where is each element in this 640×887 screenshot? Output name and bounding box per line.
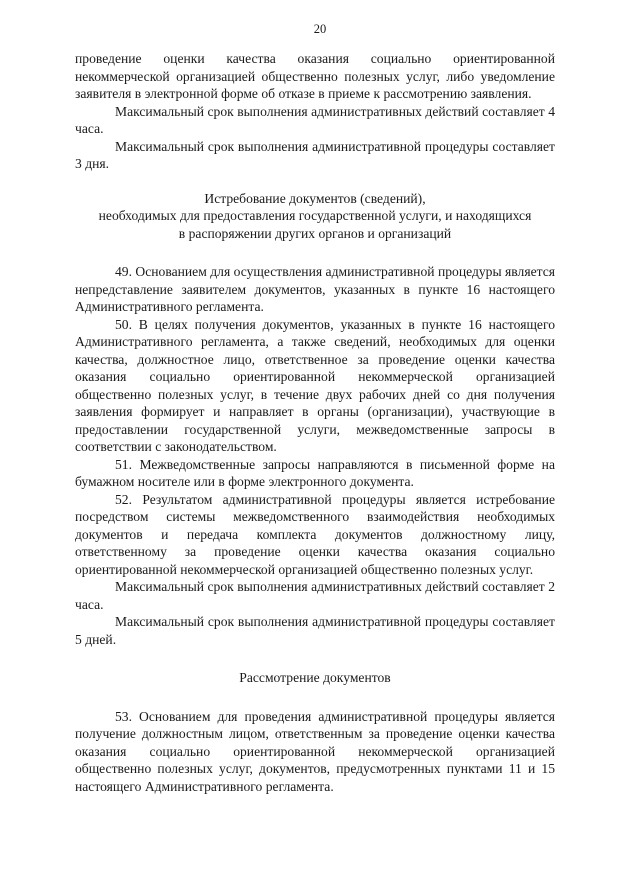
- document-body: [75, 50, 555, 795]
- page-number: 20: [313, 22, 327, 36]
- paragraph-49: 49. Основанием для осуществления административной процедуры является непредставление заявителем документов, указанных в пункте 16 настоящего Административного регламента.: [75, 264, 555, 314]
- paragraph-53: 53. Основанием для проведения административной процедуры является получение должностным лицом, ответственным за проведение оценки качества оказания социально ориентированной некоммерческой организацией общественно полезных услуг, документов, предусмотренных пунктами 11 и 15 настоящего Административного регламента.: [75, 708, 555, 794]
- section-heading-request: [75, 190, 555, 243]
- paragraph-max-actions-4h: Максимальный срок выполнения административных действий составляет 4 часа.: [75, 103, 555, 136]
- heading-line: в распоряжении других органов и организаций: [178, 225, 452, 241]
- paragraph-max-procedure-3d: Максимальный срок выполнения административной процедуры составляет 3 дня.: [75, 138, 555, 171]
- paragraph-continuation: проведение оценки качества оказания социально ориентированной некоммерческой организацией общественно полезных услуг, либо уведомление заявителя в электронной форме об отказе в приеме к рассмотрению заявления.: [75, 51, 555, 101]
- paragraph-50: 50. В целях получения документов, указанных в пункте 16 настоящего Административного регламента, а также сведений, необходимых для оценки качества, должностное лицо, ответственное за проведение оценки качества оказания социально ориентированной некоммерческой организацией общественно полезных услуг, в течение двух рабочих дней со дня получения заявления формирует и направляет в органы (организации), участвующие в предоставлении государственной услуги, межведомственные запросы в соответствии с законодательством.: [75, 316, 555, 454]
- paragraph-51: 51. Межведомственные запросы направляются в письменной форме на бумажном носителе или в форме электронного документа.: [75, 456, 555, 489]
- paragraph-max-actions-2h: Максимальный срок выполнения административных действий составляет 2 часа.: [75, 579, 555, 612]
- heading-line: необходимых для предоставления государственной услуги, и находящихся: [98, 208, 532, 223]
- paragraph-max-procedure-5d: Максимальный срок выполнения административной процедуры составляет 5 дней.: [75, 614, 555, 647]
- paragraph-52: 52. Результатом административной процедуры является истребование посредством системы межведомственного взаимодействия необходимых документов и передача комплекта документов должностному лицу, ответственному за проведение оценки качества оказания социально ориентированной некоммерческой организацией общественно полезных услуг.: [75, 491, 555, 577]
- heading-line: Истребование документов (сведений),: [204, 190, 426, 206]
- section-heading-review: Рассмотрение документов: [239, 670, 391, 685]
